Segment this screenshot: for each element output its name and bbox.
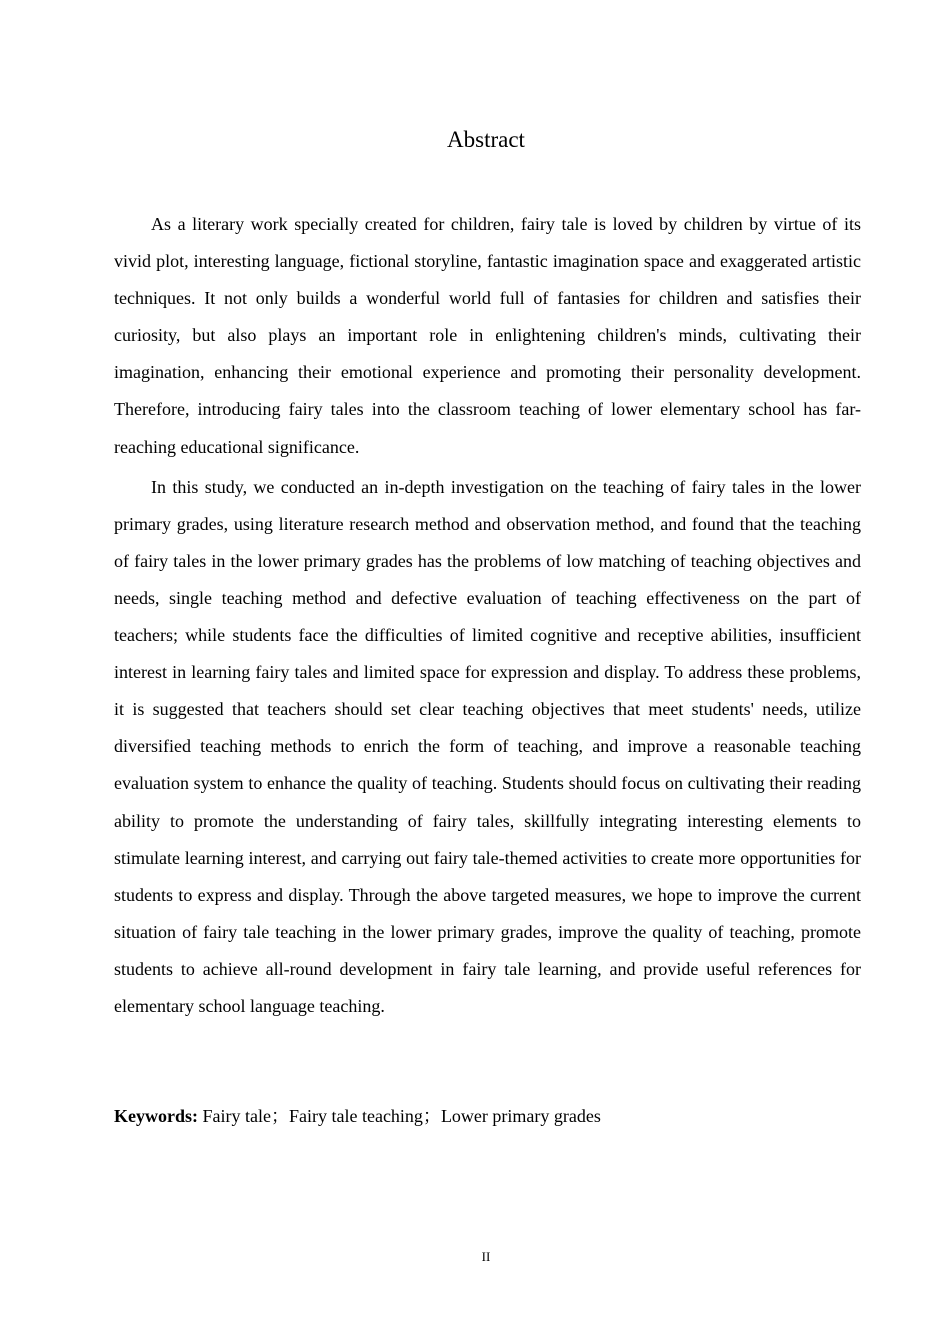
page-number: II bbox=[481, 1249, 491, 1264]
keyword-item: Lower primary grades bbox=[440, 1106, 601, 1126]
abstract-body bbox=[114, 206, 861, 1025]
keyword-item: Fairy tale； bbox=[202, 1106, 289, 1126]
abstract-paragraph-1: As a literary work specially created for children, fairy tale is loved by children by virtue of its vivid plot, interesting language, fictional storyline, fantastic imagination space and exaggerated artistic techniques. It not only builds a wonderful world full of fantasies for children and satisfies their curiosity, but also plays an important role in enlightening children's minds, cultivating their imagination, enhancing their emotional experience and promoting their personality development. Therefore, introducing fairy tales into the classroom teaching of lower elementary school has far-reaching educational significance. bbox=[114, 214, 861, 457]
abstract-title: Abstract bbox=[447, 127, 525, 152]
abstract-paragraph-2: In this study, we conducted an in-depth investigation on the teaching of fairy tales in the lower primary grades, using literature research method and observation method, and found that the teaching of fairy tales in the lower primary grades has the problems of low matching of teaching objectives and needs, single teaching method and defective evaluation of teaching effectiveness on the part of teachers; while students face the difficulties of limited cognitive and receptive abilities, insufficient interest in learning fairy tales and limited space for expression and display. To address these problems, it is suggested that teachers should set clear teaching objectives that meet students' needs, utilize diversified teaching methods to enrich the form of teaching, and improve a reasonable teaching evaluation system to enhance the quality of teaching. Students should focus on cultivating their reading ability to promote the understanding of fairy tales, skillfully integrating interesting elements to stimulate learning interest, and carrying out fairy tale-themed activities to create more opportunities for students to express and display. Through the above targeted measures, we hope to improve the current situation of fairy tale teaching in the lower primary grades, improve the quality of teaching, promote students to achieve all-round development in fairy tale learning, and provide useful references for elementary school language teaching. bbox=[114, 476, 861, 1016]
keyword-item: Fairy tale teaching； bbox=[288, 1106, 441, 1126]
keywords-line bbox=[114, 1102, 861, 1130]
keywords-label: Keywords: bbox=[114, 1106, 198, 1126]
